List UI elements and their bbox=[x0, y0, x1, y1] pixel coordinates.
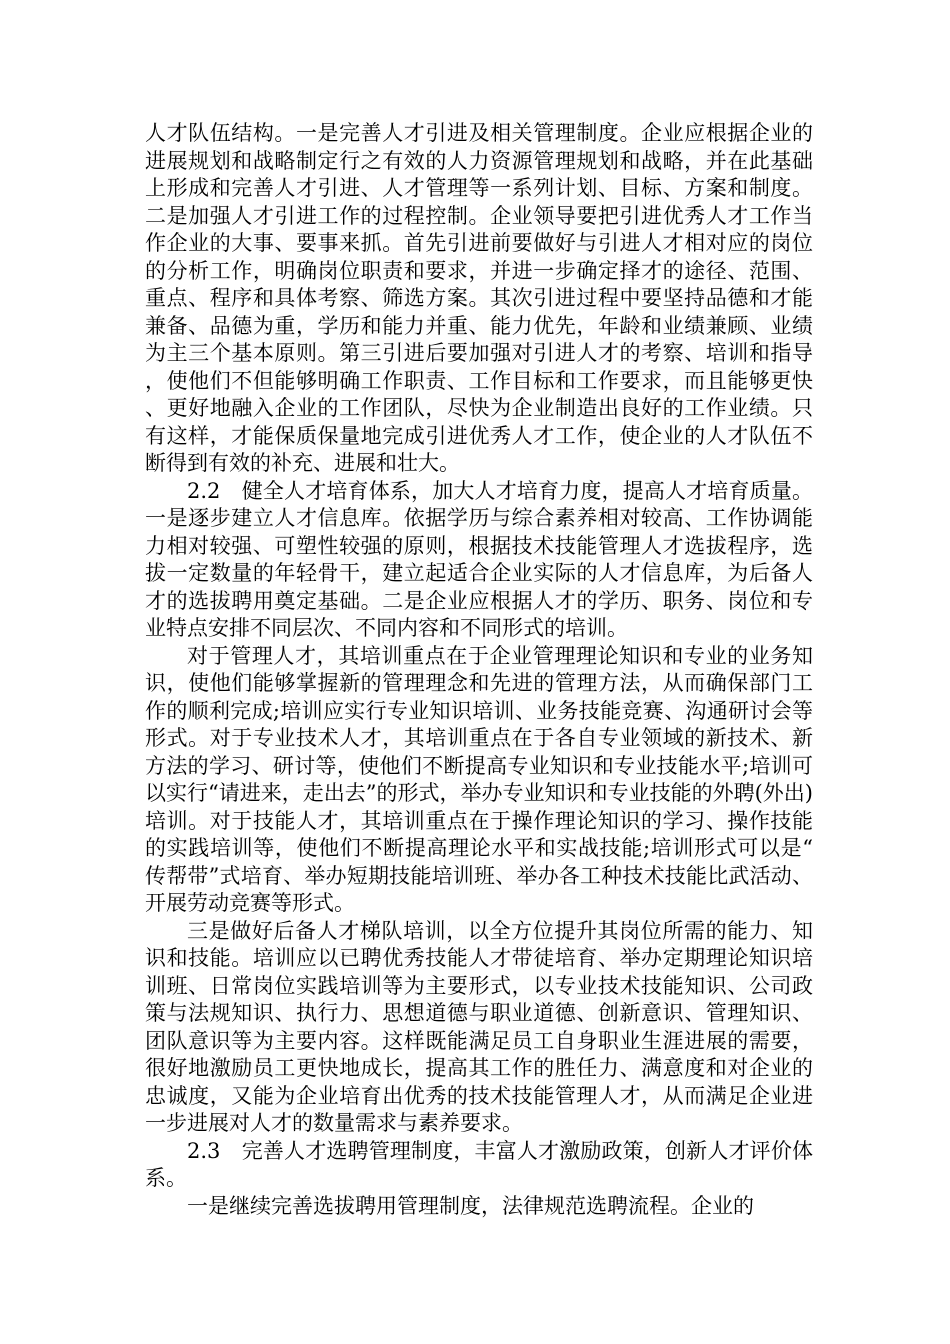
paragraph-selection-system: 一是继续完善选拔聘用管理制度，法律规范选聘流程。企业的 bbox=[187, 1193, 754, 1218]
document-page bbox=[145, 120, 813, 1220]
paragraph-section-2-2: 2.2 健全人才培育体系，加大人才培育力度，提高人才培育质量。一是逐步建立人才信息库。依据学历与综合素养相对较高、工作协调能力相对较强、可塑性较强的原则，根据技术技能管理人才选拔程序，选拔一定数量的年轻骨干，建立起适合企业实际的人才信息库，为后备人才的选拔聘用奠定基础。二是企业应根据人才的学历、职务、岗位和专业特点安排不同层次、不同内容和不同形式的培训。 bbox=[145, 478, 813, 640]
paragraph-management-training: 对于管理人才，其培训重点在于企业管理理论知识和专业的业务知识，使他们能够掌握新的管理理念和先进的管理方法，从而确保部门工作的顺利完成;培训应实行专业知识培训、业务技能竞赛、沟通研讨会等形式。对于专业技术人才，其培训重点在于各自专业领域的新技术、新方法的学习、研讨等，使他们不断提高专业知识和专业技能水平;培训可以实行“请进来，走出去”的形式，举办专业知识和专业技能的外聘(外出)培训。对于技能人才，其培训重点在于操作理论知识的学习、操作技能的实践培训等，使他们不断提高理论水平和实战技能;培训形式可以是“传帮带”式培育、举办短期技能培训班、举办各工种技术技能比武活动、开展劳动竞赛等形式。 bbox=[145, 643, 813, 915]
paragraph-reserve-talent-training: 三是做好后备人才梯队培训，以全方位提升其岗位所需的能力、知识和技能。培训应以已聘优秀技能人才带徒培育、举办定期理论知识培训班、日常岗位实践培训等为主要形式，以专业技术技能知识、公司政策与法规知识、执行力、思想道德与职业道德、创新意识、管理知识、团队意识等为主要内容。这样既能满足员工自身职业生涯进展的需要，很好地激励员工更快地成长，提高其工作的胜任力、满意度和对企业的忠诚度，又能为企业培育出优秀的技术技能管理人才，从而满足企业进一步进展对人才的数量需求与素养要求。 bbox=[145, 918, 813, 1135]
paragraph-section-2-3: 2.3 完善人才选聘管理制度，丰富人才激励政策，创新人才评价体系。 bbox=[145, 1138, 813, 1190]
paragraph-talent-introduction: 人才队伍结构。一是完善人才引进及相关管理制度。企业应根据企业的进展规划和战略制定行之有效的人力资源管理规划和战略，并在此基础上形成和完善人才引进、人才管理等一系列计划、目标、方案和制度。二是加强人才引进工作的过程控制。企业领导要把引进优秀人才工作当作企业的大事、要事来抓。首先引进前要做好与引进人才相对应的岗位的分析工作，明确岗位职责和要求，并进一步确定择才的途径、范围、重点、程序和具体考察、筛选方案。其次引进过程中要坚持品德和才能兼备、品德为重，学历和能力并重、能力优先，年龄和业绩兼顾、业绩为主三个基本原则。第三引进后要加强对引进人才的考察、培训和指导，使他们不但能够明确工作职责、工作目标和工作要求，而且能够更快、更好地融入企业的工作团队，尽快为企业制造出良好的工作业绩。只有这样，才能保质保量地完成引进优秀人才工作，使企业的人才队伍不断得到有效的补充、进展和壮大。 bbox=[145, 121, 813, 475]
